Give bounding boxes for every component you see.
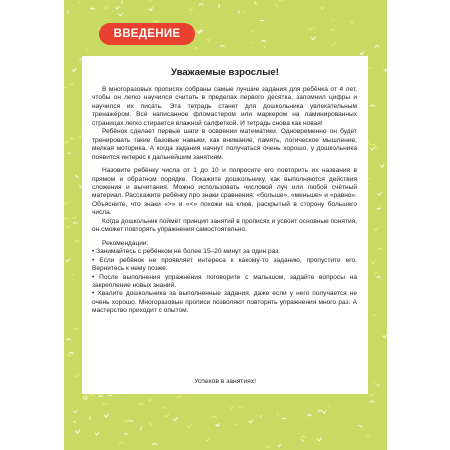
pattern-mark [68,10,69,12]
pattern-mark [66,259,70,262]
pattern-mark [375,273,379,275]
list-item: • Занимайтесь с ребёнком не более 15–20 минут за один раз. [92,248,281,256]
pattern-mark [277,414,279,415]
pattern-mark [311,37,315,40]
pattern-mark [374,228,378,231]
pattern-mark [148,398,152,401]
pattern-mark [266,445,270,448]
pattern-mark [243,11,245,13]
pattern-mark [318,410,322,412]
pattern-mark [129,420,133,422]
pattern-mark [148,1,151,2]
pattern-mark [212,416,216,418]
pattern-mark [373,145,377,147]
pattern-mark [103,403,107,405]
pattern-mark [75,175,78,178]
recommendations-heading: Рекомендации: [102,239,149,247]
pattern-mark [220,45,224,47]
farewell-text: Успехов в занятиях! [194,378,256,385]
pattern-mark [207,38,211,41]
pattern-mark [67,339,71,341]
pattern-mark [163,407,167,409]
pattern-mark [370,105,374,107]
pattern-mark [64,202,68,205]
pattern-mark [173,418,177,421]
pattern-mark [119,442,123,444]
pattern-mark [359,425,362,427]
pattern-mark [239,11,240,13]
pattern-mark [370,147,374,150]
pattern-mark [205,438,209,441]
list-item: • После выполнения упражнения поговорите с малышом, задайте вопросы на закрепление новых знаний. [92,273,357,289]
pattern-mark [149,423,153,426]
pattern-mark [199,4,203,6]
pattern-mark [86,49,88,50]
pattern-mark [317,438,321,441]
pattern-mark [264,45,265,49]
pattern-mark [307,415,311,417]
pattern-mark [350,20,354,23]
pattern-mark [380,164,384,167]
pattern-mark [366,435,370,437]
pattern-mark [99,395,103,397]
pattern-mark [119,13,123,16]
greeting-heading: Уважаемые взрослые! [171,67,279,78]
pattern-mark [189,8,193,11]
pattern-mark [377,276,381,278]
pattern-mark [279,0,283,1]
pattern-mark [139,403,143,405]
pattern-mark [165,414,169,417]
pattern-mark [187,425,191,428]
pattern-mark [104,414,108,417]
pattern-mark [73,216,77,219]
pattern-mark [332,42,335,45]
pattern-mark [194,48,198,50]
pattern-mark [370,401,374,403]
pattern-mark [230,406,234,409]
pattern-mark [383,335,387,338]
pattern-mark [125,434,128,435]
pattern-mark [219,4,220,8]
pattern-mark [68,355,71,356]
pattern-mark [252,31,255,32]
pattern-mark [73,222,77,224]
pattern-mark [279,444,281,446]
pattern-mark [216,423,220,426]
pattern-mark [378,248,382,250]
pattern-mark [177,395,181,398]
pattern-mark [360,52,364,55]
pattern-mark [260,415,261,417]
pattern-mark [301,436,305,438]
pattern-mark [104,6,108,9]
pattern-mark [252,42,254,43]
pattern-mark [69,352,73,354]
pattern-mark [73,328,77,329]
pattern-mark [149,8,153,11]
paragraph: Ребёнок сделает первые шаги в освоении математики. Одновременно он будет тренировать такие базовые навыки, как внимание, память, логическое мышление, мелкая моторика. А когда задания начнут получаться очень хорошо, у дошкольника появится интерес к дальнейшим занятиям. [92,128,357,161]
pattern-mark [75,374,79,377]
pattern-mark [320,6,324,9]
pattern-mark [72,274,73,276]
pattern-mark [83,395,87,398]
pattern-mark [322,410,326,413]
pattern-mark [64,141,68,144]
pattern-mark [70,84,74,86]
pattern-mark [249,420,253,423]
pattern-mark [238,406,242,408]
pattern-mark [302,440,304,442]
pattern-mark [314,28,316,29]
pattern-mark [369,178,371,179]
pattern-mark [140,427,141,430]
pattern-mark [371,261,375,264]
pattern-mark [377,193,381,196]
pattern-mark [79,1,81,3]
pattern-mark [152,443,156,445]
intro-text [92,86,357,316]
pattern-mark [75,240,79,242]
pattern-mark [64,218,68,220]
pattern-mark [125,419,129,422]
paragraph: Назовите ребёнку числа от 1 до 10 и попросите его повторить их названия в прямом и обратном порядке. Покажите дошкольнику, как выполняются действия сложения и вычитания. Можно использовать числовой луч или любой счётный материал. Расскажите ребёнку про знаки сравнения: «больше», «меньше» и «равно». Объясните, что знаки «>» и «<» похожи на клюв, раскрытый в сторону большего числа. [92,167,357,217]
pattern-mark [331,29,335,31]
pattern-mark [76,430,80,433]
pattern-mark [95,432,99,435]
pattern-mark [377,208,381,209]
pattern-mark [90,8,94,10]
list-item: • Если ребёнок не проявляет интереса к какому-то заданию, пропустите его. Вернитесь к нему позже. [92,256,357,273]
pattern-mark [74,410,78,413]
recommendations-list [92,248,357,316]
pattern-mark [255,2,256,5]
section-title-badge [99,23,195,45]
paragraph: В многоразовых прописях собраны самые лучшие задания для ребёнка от 4 лет, чтобы он легко научился считать в пределах первого десятка, запомнил цифры и научился их писать. Эта тетрадь станет для дошкольника увлекательным тренажёром. Всё написанное фломастером или маркером на ламинированных страницах легко стирается влажной салфеткой. И тетрадь снова как новая! [92,86,357,127]
pattern-mark [70,138,74,140]
pattern-mark [309,29,313,31]
pattern-mark [89,394,93,396]
pattern-mark [275,3,278,7]
pattern-mark [235,424,237,425]
pattern-mark [332,19,334,20]
paragraph: Когда дошкольник поймёт принцип занятий в прописях и усвоит основные понятия, он сможет повторять упражнения самостоятельно. [92,217,357,234]
pattern-mark [375,46,379,48]
list-item: • Хвалите дошкольника за выполненные задания, даже если у него получается не очень хорошо. Многоразовые прописи позволяют повторять упражнения много раз. А мастерство приходит с опытом. [92,290,357,315]
section-title: ВВЕДЕНИЕ [113,28,181,40]
pattern-mark [262,40,266,42]
pattern-mark [74,421,76,422]
pattern-mark [370,393,374,395]
pattern-mark [115,6,119,9]
